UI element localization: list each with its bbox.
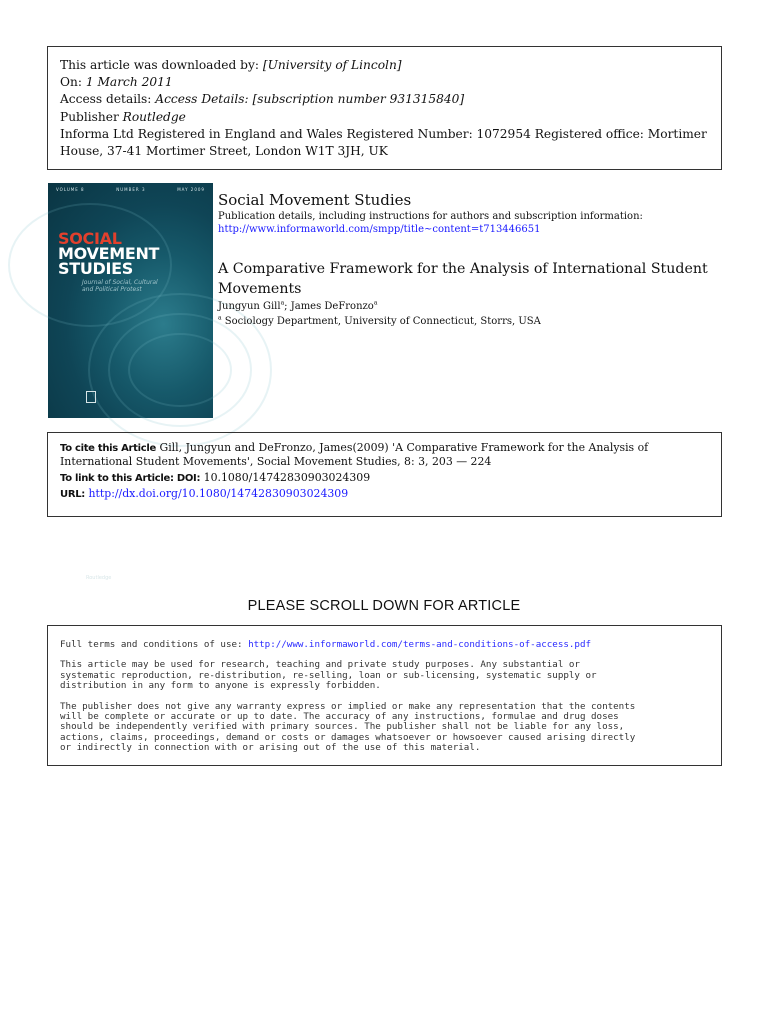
cite-text: Gill, Jungyun and DeFronzo, James(2009) 'A Comparative Framework for the Analysis of International Student Movements', Social Movement Studies, 8: 3, 203 — 224: [60, 441, 649, 469]
cover-publisher: Routledge: [86, 575, 112, 581]
usage-terms-paragraph: This article may be used for research, teaching and private study purposes. Any substantial or systematic reproduction, re-distribution, re-selling, loan or sub-licensing, systematic supply or distribution in any form to anyone is expressly forbidden.: [60, 659, 597, 692]
affiliation-text: Sociology Department, University of Connecticut, Storrs, USA: [221, 316, 541, 327]
url-line: [60, 487, 709, 501]
article-title: A Comparative Framework for the Analysis of International Student Movements: [218, 261, 708, 297]
terms-link[interactable]: http://www.informaworld.com/terms-and-conditions-of-access.pdf: [248, 639, 592, 650]
journal-details: [218, 191, 718, 328]
cite-label: To cite this Article: [60, 443, 157, 454]
download-date-value: 1 March 2011: [85, 75, 173, 90]
access-details-value: Access Details: [subscription number 931315840]: [155, 92, 465, 107]
registered-office-text: Informa Ltd Registered in England and Wales Registered Number: 1072954 Registered office: Mortimer House, 37-41 Mortimer Street, London W1T 3JH, UK: [60, 126, 707, 159]
affiliation-mark: a: [218, 314, 222, 322]
cite-line: [60, 441, 709, 469]
access-details-label: Access details:: [60, 92, 156, 107]
cover-title-line: MOVEMENT: [58, 244, 160, 263]
author-name: ; James DeFronzo: [284, 301, 374, 312]
author-name: Jungyun Gill: [218, 301, 281, 312]
publication-details-text: Publication details, including instructions for authors and subscription information:: [218, 211, 643, 222]
doi-value[interactable]: 10.1080/14742830903024309: [200, 470, 371, 484]
doi-label: To link to this Article: DOI:: [60, 472, 201, 484]
journal-title: Social Movement Studies: [218, 191, 412, 209]
downloaded-by-line: [60, 57, 709, 74]
journal-link[interactable]: http://www.informaworld.com/smpp/title~content=t713446651: [218, 224, 541, 235]
download-info-box: [47, 46, 722, 170]
cover-number: NUMBER 3: [116, 187, 146, 192]
downloaded-by-label: This article was downloaded by:: [60, 58, 263, 72]
access-details-line: [60, 91, 709, 108]
cover-date: MAY 2009: [177, 187, 205, 192]
download-date-line: [60, 74, 709, 91]
terms-link-line: [60, 640, 709, 650]
publisher-line: [60, 109, 709, 126]
url-label: URL:: [60, 488, 85, 500]
disclaimer-paragraph: The publisher does not give any warranty express or implied or make any representation that the contents will be complete or accurate or up to date. The accuracy of any instructions, formulae and drug doses should be independently verified with primary sources. The publisher shall not be liable for any loss, actions, claims, proceedings, demand or costs or damages whatsoever or howsoever caused arising directly or indirectly in connection with or arising out of the use of this material.: [60, 700, 636, 754]
affiliation-mark: a: [373, 299, 378, 307]
cover-subtitle: Journal of Social, Cultural and Political Protest: [82, 279, 158, 293]
terms-box: [47, 625, 722, 766]
citation-box: [47, 432, 722, 517]
publisher-label: Publisher: [60, 109, 123, 124]
article-url-link[interactable]: http://dx.doi.org/10.1080/14742830903024309: [85, 486, 349, 500]
routledge-logo-icon: [86, 391, 96, 403]
download-date-label: On:: [60, 75, 86, 90]
affiliation-line: [218, 315, 718, 328]
cover-title-line: STUDIES: [58, 259, 134, 278]
cover-volume: VOLUME 8: [56, 187, 85, 192]
downloaded-by-value: [University of Lincoln]: [262, 58, 402, 72]
publisher-value: Routledge: [122, 109, 186, 124]
cover-title: [58, 231, 159, 276]
cover-title-line: SOCIAL: [58, 229, 122, 248]
doi-line: [60, 471, 709, 485]
scroll-down-notice: PLEASE SCROLL DOWN FOR ARTICLE: [247, 598, 521, 614]
cover-swirl: [128, 333, 232, 407]
affiliation-mark: a: [280, 299, 285, 307]
authors-line: [218, 300, 718, 313]
cover-issue-line: [56, 187, 205, 192]
terms-label: Full terms and conditions of use:: [60, 639, 249, 650]
